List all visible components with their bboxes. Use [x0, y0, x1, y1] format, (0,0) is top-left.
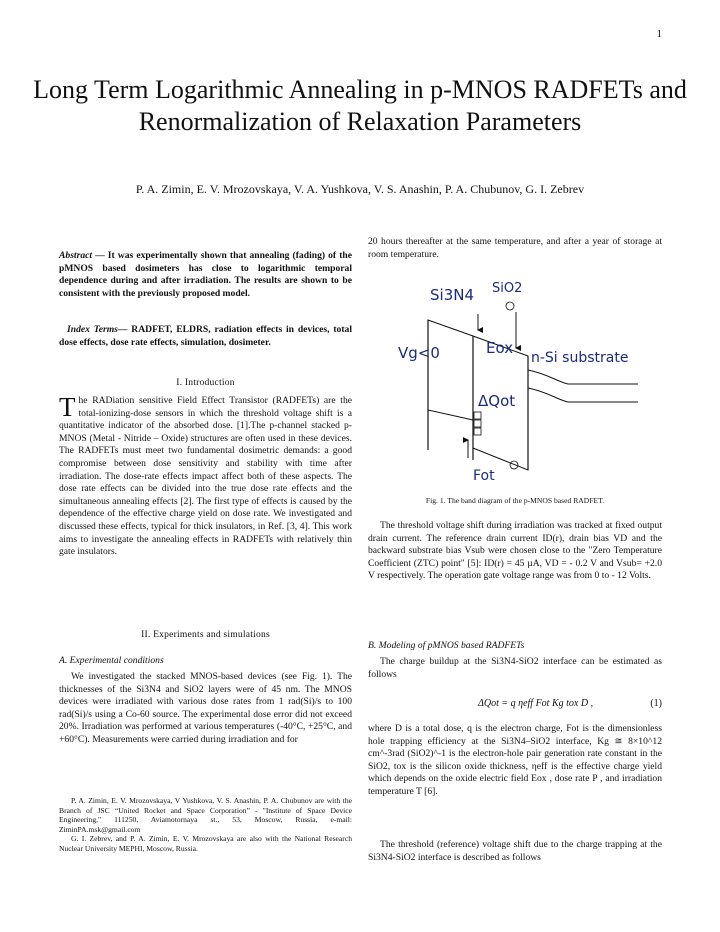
equation-1-number: (1) — [650, 698, 662, 709]
continued-paragraph: 20 hours thereafter at the same temperature, and after a year of storage at room temperature. — [368, 236, 662, 260]
electron-symbol — [506, 302, 514, 310]
section-heading-introduction: I. Introduction — [176, 377, 235, 388]
threshold-shift-paragraph: The threshold (reference) voltage shift due to the charge trapping at the Si3N4-SiO2 interface is described as follows — [368, 839, 662, 863]
introduction-text: he RADiation sensitive Field Effect Transistor (RADFETs) are the total-ionizing-dose sensors in which the threshold voltage shift is a quantitative indicator of the absorbed dose. [1].The p-channel stacked p-MNOS (Metal - Nitride – Oxide) structures are often used in these devices. The RADFETs must meet two fundamental dosimetric demands: a good compromise between dose sensitivity and stability with time after irradiation. The dose-rate effects impact affect both of these aspects. The dose rate effects can be divided into the true dose rate effects and the simultaneous annealing effects [2]. The first type of effects is caused by the dependence of the effective charge yield on dose rate. We investigated and discussed these effects, typical for thick insulators, in Ref. [3, 4]. This work aims to investigate the annealing effects in RADFETs with relatively thin gate insulators. — [59, 395, 352, 558]
footnote-2: G. I. Zebrev, and P. A. Zimin, E. V. Mrozovskaya are also with the National Research Nuclear University MEPHI, Moscow, Russia. — [59, 834, 352, 853]
author-list: P. A. Zimin, E. V. Mrozovskaya, V. A. Yushkova, V. S. Anashin, P. A. Chubunov, G. I. Zebrev — [135, 182, 585, 196]
footnote-affiliations — [59, 796, 352, 854]
label-dq: ΔQot — [478, 392, 516, 410]
label-sio2: SiO2 — [492, 281, 523, 296]
index-terms-text: — RADFET, ELDRS, radiation effects in devices, total dose effects, dose rate effects, simulation, dosimeter. — [59, 324, 352, 348]
figure-caption: Fig. 1. The band diagram of the p-MNOS based RADFET. — [425, 496, 605, 505]
charge-buildup-paragraph: The charge buildup at the Si3N4-SiO2 interface can be estimated as follows — [368, 656, 662, 680]
introduction-paragraph — [59, 392, 352, 559]
label-vg: Vg<0 — [398, 344, 440, 362]
band-diagram-figure — [388, 270, 648, 485]
subsection-heading-b: B. Modeling of pMNOS based RADFETs — [368, 640, 525, 651]
label-fot: Fot — [473, 468, 495, 484]
where-paragraph: where D is a total dose, q is the electron charge, Fot is the dimensionless hole trapping efficiency at the Si3N4–SiO2 interface, Kg ≅ 8×10^12 cm^-3rad (SiO2)^-1 is the electron-hole pair generation rate constant in the SiO2, tox is the silicon oxide thickness, ηeff is the effective charge yield which depends on the oxide electric field Eox , dose rate P , and irradiation temperature T [6]. — [368, 723, 662, 797]
band-diagram-svg — [388, 270, 648, 485]
drop-cap: T — [59, 392, 76, 422]
abstract — [59, 250, 352, 300]
index-terms-label: Index Terms — [67, 324, 118, 335]
threshold-paragraph: The threshold voltage shift during irradiation was tracked at fixed output drain current. The reference drain current ID(r), drain bias VD and the backward substrate bias Vsub were chosen close to the "Zero Temperature Coefficient (ZTC) point" [5]: ID(r) = 45 µA, VD = - 0.2 V and Vsub= +2.0 V respectively. The operation gate voltage range was from 0 to - 12 Volts. — [368, 520, 662, 582]
equation-1-body: ΔQot = q ηeff Fot Kg tox D , — [478, 698, 594, 709]
subsection-heading-a: A. Experimental conditions — [59, 655, 164, 666]
abstract-text: — It was experimentally shown that annealing (fading) of the pMNOS based dosimeters has close to logarithmic temporal dependence during and after irradiation. The results are shown to be consistent with the previously proposed model. — [59, 250, 352, 299]
trapped-charge-box — [474, 420, 481, 427]
conduction-band — [528, 370, 638, 384]
valence-band — [528, 388, 638, 402]
paper-title: Long Term Logarithmic Annealing in p-MNOS RADFETs and Renormalization of Relaxation Parameters — [33, 75, 687, 136]
trapped-charge-box — [474, 412, 481, 419]
label-substrate: n-Si substrate — [531, 350, 629, 366]
page-number: 1 — [656, 28, 662, 40]
trapped-charge-box — [474, 428, 481, 435]
footnote-1: P. A. Zimin, E. V. Mrozovskaya, V Yushkova, V. S. Anashin, P. A. Chubunov are with the Branch of JSC “United Rocket and Space Corporation” - "Institute of Space Device Engineering," 111250, Aviamotornaya st., 53, Moscow, Russia, e-mail: ZiminPA.msk@gmail.com — [59, 796, 352, 834]
abstract-label: Abstract — [59, 250, 93, 261]
experimental-conditions-paragraph: We investigated the stacked MNOS-based devices (see Fig. 1). The thicknesses of the Si3N4 and SiO2 layers were of 45 nm. The MNOS devices were irradiated with various dose rates from 1 rad(Si)/s to 100 rad(Si)/s using a Co-60 source. The experimental dose error did not exceed 20%. Irradiation was performed at various temperatures (-40°C, +25°C, and +60°C). Measurements were carried during irradiation and for — [59, 671, 352, 745]
nitride-band — [428, 320, 473, 420]
section-heading-experiments: II. Experiments and simulations — [141, 629, 270, 640]
index-terms — [59, 324, 352, 349]
label-eox: Eox — [486, 339, 514, 357]
label-si3n4: Si3N4 — [430, 286, 474, 304]
